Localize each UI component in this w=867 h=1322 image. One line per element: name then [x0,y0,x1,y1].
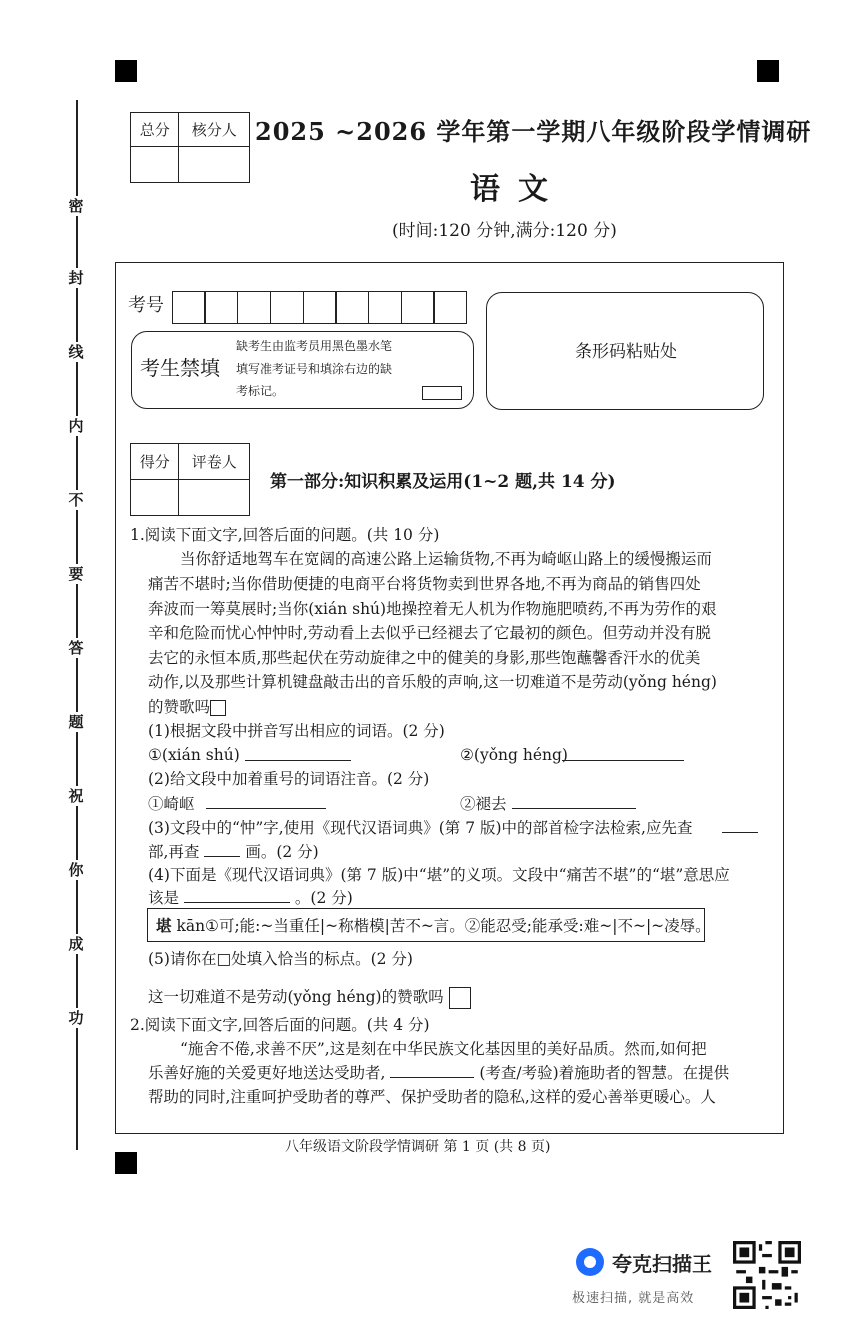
q1-sub2-a-blank[interactable] [206,792,326,809]
registration-mark-top-left [115,60,137,82]
exam-no-cell [401,291,435,324]
q1-paragraph-line: 当你舒适地驾车在宽阔的高速公路上运输货物,不再为崎岖山路上的缓慢搬运而 [180,550,712,568]
q2-paragraph-line: 帮助的同时,注重呵护受助者的尊严、保护受助者的隐私,这样的爱心善举更暖心。人 [148,1088,716,1106]
section-score-cell [131,480,179,516]
binding-char: 线 [66,342,86,362]
page-footer: 八年级语文阶段学情调研 第 1 页 (共 8 页) [285,1139,551,1155]
exam-no-cell [335,291,369,324]
q2-line-part-2: (考查/考验)着施助者的智慧。在提供 [479,1064,730,1082]
q1-paragraph-line [148,695,226,719]
absent-note-line-3: 考标记。 [236,384,285,398]
exam-no-cell [303,291,337,324]
binding-char: 封 [66,268,86,288]
q1-sub4-line-2 [148,886,353,910]
exam-no-grid [173,291,467,324]
binding-char: 不 [66,490,86,510]
subject-title: 语文 [470,172,566,207]
absent-mark-box[interactable] [422,386,462,400]
q1-sub5-line [148,985,471,1009]
q1-sub5: (5)请你在□处填入恰当的标点。(2 分) [148,950,413,968]
exam-no-label: 考号 [128,295,164,316]
q1-sub4-part-1: 该是 [148,889,180,907]
total-score-label: 总分 [131,113,179,147]
q2-paragraph-line: “施舍不倦,求善不厌”,这是刻在中华民族文化基因里的美好品质。然而,如何把 [180,1040,707,1058]
binding-char: 祝 [66,786,86,806]
section-score-table [130,443,250,516]
section-grader-cell [179,480,250,516]
q1-sub3-part-1: 部,再查 [148,843,200,861]
q1-sub5-text: 这一切难道不是劳动(yǒng héng)的赞歌吗 [148,988,444,1006]
q1-stem: 1.阅读下面文字,回答后面的问题。(共 10 分) [130,526,440,544]
dictionary-entry-box [147,908,711,942]
binding-char: 密 [66,196,86,216]
q1-sub4-blank[interactable] [184,886,290,903]
q1-sub2-a-label: ①崎岖 [148,795,195,813]
q1-sub1-a-blank[interactable] [245,744,351,761]
time-info: (时间:120 分钟,满分:120 分) [392,221,617,241]
q1-paragraph-line: 动作,以及那些计算机键盘敲击出的音乐般的声响,这一切难道不是劳动(yǒng héng) [148,673,717,691]
q1-sub1-b-blank[interactable] [562,744,684,761]
q1-sub3-part-2: 画。(2 分) [245,843,319,861]
q2-blank[interactable] [390,1061,474,1078]
scanner-tagline: 极速扫描, 就是高效 [572,1291,695,1306]
checker-cell [179,147,250,183]
q2-stem: 2.阅读下面文字,回答后面的问题。(共 4 分) [130,1016,430,1034]
exam-no-cell [237,291,271,324]
forbidden-label: 考生禁填 [140,356,220,380]
binding-char: 成 [66,934,86,954]
q1-paragraph-line: 奔波而一筹莫展时;当你(xián shú)地操控着无人机为作物施肥喷药,不再为劳作的艰 [148,600,717,618]
q1-sub1-b-label: ②(yǒng héng) [460,746,568,764]
binding-char: 题 [66,712,86,732]
q1-sub1-a-label: ①(xián shú) [148,746,240,764]
barcode-label: 条形码粘贴处 [575,342,677,362]
punctuation-box [210,700,226,716]
section-score-label: 得分 [131,444,179,480]
q1-paragraph-line: 去它的永恒本质,那些起伏在劳动旋律之中的健美的身影,那些饱蘸馨香汗水的优美 [148,649,701,667]
q1-sub4-part-2: 。(2 分) [294,889,353,907]
binding-char: 功 [66,1008,86,1028]
q2-paragraph-line [148,1061,729,1085]
exam-no-cell [204,291,238,324]
scanner-logo-icon [576,1248,604,1276]
exam-title: 2025 ~2026 学年第一学期八年级阶段学情调研 [255,117,812,146]
section-grader-label: 评卷人 [179,444,250,480]
q1-paragraph-line: 辛和危险而忧心忡忡时,劳动看上去似乎已经褪去了它最初的颜色。但劳动并没有脱 [148,624,711,642]
registration-mark-bottom-left [115,1152,137,1174]
q1-sub3-radical-blank[interactable] [722,816,758,833]
q2-line-part-1: 乐善好施的关爱更好地送达受助者, [148,1064,386,1082]
total-score-table [130,112,250,183]
q1-paragraph-line: 痛苦不堪时;当你借助便捷的电商平台将货物卖到世界各地,不再为商品的销售四处 [148,575,701,593]
binding-char: 你 [66,860,86,880]
binding-char: 要 [66,564,86,584]
exam-no-cell [433,291,467,324]
q1-sub2-b-label: ②褪去 [460,795,507,813]
section-title: 第一部分:知识积累及运用(1~2 题,共 14 分) [270,472,616,492]
binding-char: 内 [66,416,86,436]
dictionary-definition: kān①可;能:~当重任|~称楷模|苦不~言。②能忍受;能承受:难~|不~|~凌辱。 [171,917,711,935]
q1-sub3-line-2 [148,840,319,864]
total-score-cell [131,147,179,183]
checker-label: 核分人 [179,113,250,147]
q1-sub1: (1)根据文段中拼音写出相应的词语。(2 分) [148,722,445,740]
q1-sub3-strokes-blank[interactable] [204,840,240,857]
q1-paragraph-end: 的赞歌吗 [148,698,211,716]
q1-sub2-b-blank[interactable] [512,792,636,809]
absent-note-line-2: 填写准考证号和填涂右边的缺 [236,362,393,376]
exam-no-cell [368,291,402,324]
registration-mark-top-right [757,60,779,82]
scanner-brand: 夸克扫描王 [612,1252,712,1276]
q1-sub2: (2)给文段中加着重号的词语注音。(2 分) [148,770,430,788]
q1-sub3-line-1: (3)文段中的“忡”字,使用《现代汉语词典》(第 7 版)中的部首检字法检索,应先查 [148,819,693,837]
exam-no-cell [270,291,304,324]
absent-note-line-1: 缺考生由监考员用黑色墨水笔 [236,339,393,353]
q1-sub5-answer-box[interactable] [449,987,471,1009]
dictionary-headword: 堪 [156,916,172,935]
binding-line [76,100,78,1150]
exam-no-cell [172,291,206,324]
binding-char: 答 [66,638,86,658]
q1-sub4-line-1: (4)下面是《现代汉语词典》(第 7 版)中“堪”的义项。文段中“痛苦不堪”的“堪”意思应 [148,866,730,884]
qr-code-icon [733,1241,801,1309]
